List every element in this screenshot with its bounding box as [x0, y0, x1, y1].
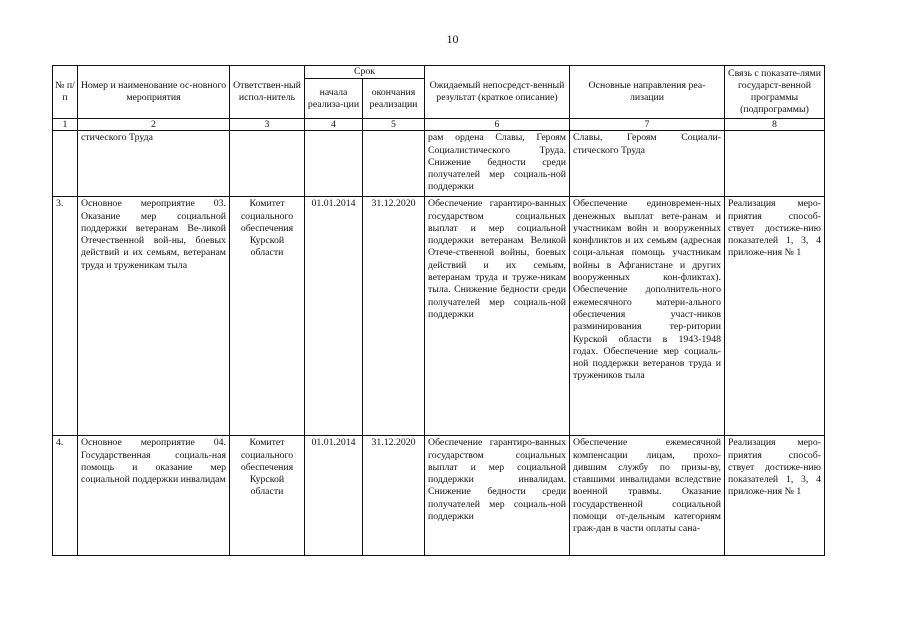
column-number: 5 — [363, 119, 425, 131]
executor: Комитет социального обеспечения Курской области — [230, 197, 305, 436]
column-number: 4 — [305, 119, 363, 131]
end-date: 31.12.2020 — [363, 197, 425, 436]
row-num — [53, 131, 78, 197]
header-result: Ожидаемый непосредст-венный результат (краткое описание) — [425, 66, 570, 119]
column-number: 2 — [78, 119, 230, 131]
start-date: 01.01.2014 — [305, 436, 363, 556]
implementation-directions: Обеспечение единовремен-ных денежных выплат вете-ранам и участникам войн и вооруженных конфликтов и их семьям (адресная соци-альная помощь участникам войны в Афганистане и других вооруженных кон-фликтах). Обеспечение дополнитель-ного ежемесячного матери-ального обеспечения участ-ников разминирования тер-ритории Курской области в 1943-1948 годах. Обеспечение мер социаль-ной поддержки ветеранов труда и тружеников тыла — [570, 197, 725, 436]
header-num: № п/п — [53, 66, 78, 119]
implementation-directions — [570, 436, 725, 556]
expected-result: рам ордена Славы, Героям Социалистического Труда. Снижение бедности среди получателей мер социаль-ной поддержки — [425, 131, 570, 197]
page-number: 10 — [446, 32, 459, 46]
header-row — [53, 66, 825, 79]
indicator-link: Реализация меро-приятия способ-ствует достиже-нию показателей 1, 3, 4 приложе-ния № 1 — [725, 436, 825, 556]
implementation-directions: Славы, Героям Социали-стического Труда — [570, 131, 725, 197]
start-date: 01.01.2014 — [305, 197, 363, 436]
table-row — [53, 436, 825, 556]
header-term-start: начала реализа-ции — [305, 79, 363, 119]
header-name: Номер и наименование ос-новного мероприятия — [78, 66, 230, 119]
table-row — [53, 197, 825, 436]
header-term: Срок — [305, 66, 425, 79]
executor — [230, 131, 305, 197]
expected-result: Обеспечение гарантиро-ванных государством социальных выплат и мер социальной поддержки инвалидам. Снижение бедности среди получателей мер социаль-ной поддержки — [425, 436, 570, 556]
column-number: 8 — [725, 119, 825, 131]
end-date: 31.12.2020 — [363, 436, 425, 556]
executor: Комитет социального обеспечения Курской области — [230, 436, 305, 556]
table-row-continuation — [53, 131, 825, 197]
activity-name: Основное мероприятие 04. Государственная социаль-ная помощь и оказание мер социальной поддержки инвалидам — [78, 436, 230, 556]
row-num: 3. — [53, 197, 78, 436]
activities-table — [52, 65, 825, 556]
start-date — [305, 131, 363, 197]
implementation-directions-text: Обеспечение ежемесячной компенсации лицам, прохо-дившим службу по призы-ву, ставшими инвалидами вследствие военной травмы. Оказание государственной социальной помощи от-дельным категориям граж-дан в части оплаты сана- — [573, 437, 721, 535]
end-date — [363, 131, 425, 197]
column-number-row — [53, 119, 825, 131]
column-number: 3 — [230, 119, 305, 131]
column-number: 6 — [425, 119, 570, 131]
header-term-end: окончания реализации — [363, 79, 425, 119]
header-directions: Основные направления реа-лизации — [570, 66, 725, 119]
indicator-link: Реализация меро-приятия способ-ствует достиже-нию показателей 1, 3, 4 приложе-ния № 1 — [725, 197, 825, 436]
row-num: 4. — [53, 436, 78, 556]
header-link: Связь с показате-лями государст-венной программы (подпрограммы) — [725, 66, 825, 119]
column-number: 7 — [570, 119, 725, 131]
activity-name: стического Труда — [78, 131, 230, 197]
column-number: 1 — [53, 119, 78, 131]
expected-result: Обеспечение гарантиро-ванных государством социальных выплат и мер социальной поддержки ветеранам Великой Отече-ственной войны, боевых действий и их семьям, ветеранам труда и труже-никам тыла. Снижение бедности среди получателей мер социаль-ной поддержки — [425, 197, 570, 436]
indicator-link — [725, 131, 825, 197]
header-executor: Ответствен-ный испол-нитель — [230, 66, 305, 119]
activity-name: Основное мероприятие 03. Оказание мер социальной поддержки ветеранам Ве-ликой Отечественной вой-ны, боевых действий и их семьям, ветеранам труда и труженикам тыла — [78, 197, 230, 436]
